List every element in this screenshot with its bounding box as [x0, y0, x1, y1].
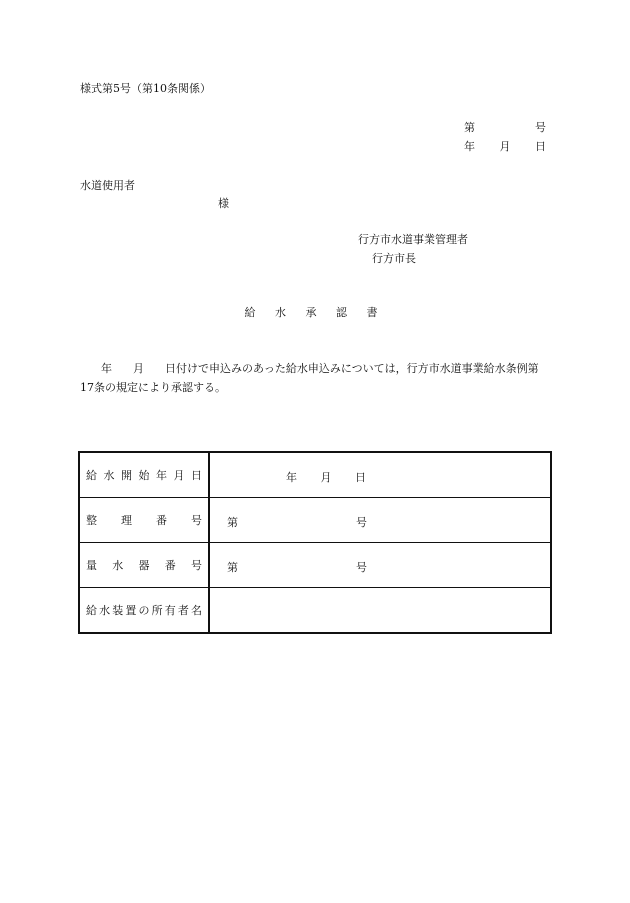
meter-number-suffix: 号 [356, 561, 367, 574]
meter-number-parts [227, 559, 367, 575]
meter-number-label-text [86, 557, 202, 573]
issuer-organization: 行方市水道事業管理者 [358, 233, 468, 246]
approval-body-text [80, 359, 550, 397]
label-char: 年 [156, 469, 167, 482]
label-char: 番 [156, 514, 167, 527]
label-char: 号 [191, 559, 202, 572]
label-char: 装 [112, 604, 124, 617]
label-char: 水 [99, 604, 111, 617]
reference-number-prefix: 第 [227, 516, 238, 529]
meter-number-value [209, 543, 551, 588]
form-number-label: 様式第5号（第10条関係） [80, 82, 211, 95]
start-date-month: 月 [320, 471, 332, 484]
label-char: 器 [138, 559, 150, 572]
reference-number-suffix: 号 [356, 516, 367, 529]
body-year: 年 [100, 362, 112, 375]
number-prefix: 第 [464, 121, 475, 134]
reference-number-value [209, 498, 551, 543]
label-char: 量 [86, 559, 97, 572]
label-char: 月 [173, 469, 185, 482]
document-number-line [464, 119, 546, 135]
date-month: 月 [499, 140, 511, 153]
reference-number-label [79, 498, 209, 543]
owner-name-label [79, 588, 209, 634]
addressee-honorific: 様 [218, 197, 229, 210]
start-date-label-text [86, 467, 202, 483]
label-char: 始 [138, 469, 150, 482]
start-date-value [209, 452, 551, 498]
start-date-day: 日 [355, 471, 366, 484]
approval-info-table [78, 451, 552, 634]
table-row [79, 498, 551, 543]
label-char: 水 [112, 559, 124, 572]
start-date-parts [286, 469, 366, 485]
owner-name-label-text [86, 602, 202, 618]
meter-number-prefix: 第 [227, 561, 238, 574]
label-char: の [138, 604, 150, 617]
label-char: 理 [121, 514, 132, 527]
meter-number-label [79, 543, 209, 588]
label-char: 整 [86, 514, 97, 527]
body-month: 月 [132, 362, 144, 375]
label-char: 有 [164, 604, 176, 617]
document-title: 給 水 承 認 書 [244, 306, 386, 319]
label-char: 置 [125, 604, 137, 617]
owner-name-value [209, 588, 551, 634]
table-row [79, 588, 551, 634]
table-row [79, 543, 551, 588]
document-date-line [464, 138, 546, 154]
body-text-main: 日付けで申込みのあった給水申込みについては，行方市水道事業給水条例第17条の規定により承認する。 [80, 362, 539, 394]
label-char: 番 [164, 559, 176, 572]
addressee-title: 水道使用者 [80, 179, 135, 192]
table-row [79, 452, 551, 498]
start-date-year: 年 [286, 471, 297, 484]
date-day: 日 [535, 140, 546, 153]
number-suffix: 号 [535, 121, 546, 134]
start-date-label [79, 452, 209, 498]
reference-number-label-text [86, 512, 202, 528]
label-char: 号 [191, 514, 202, 527]
label-char: 所 [151, 604, 163, 617]
label-char: 日 [191, 469, 202, 482]
label-char: 開 [121, 469, 132, 482]
label-char: 名 [191, 604, 202, 617]
reference-number-parts [227, 514, 367, 530]
label-char: 給 [86, 469, 97, 482]
label-char: 水 [103, 469, 115, 482]
label-char: 給 [86, 604, 97, 617]
label-char: 者 [177, 604, 189, 617]
issuer-name: 行方市長 [372, 252, 416, 265]
date-year: 年 [464, 140, 475, 153]
